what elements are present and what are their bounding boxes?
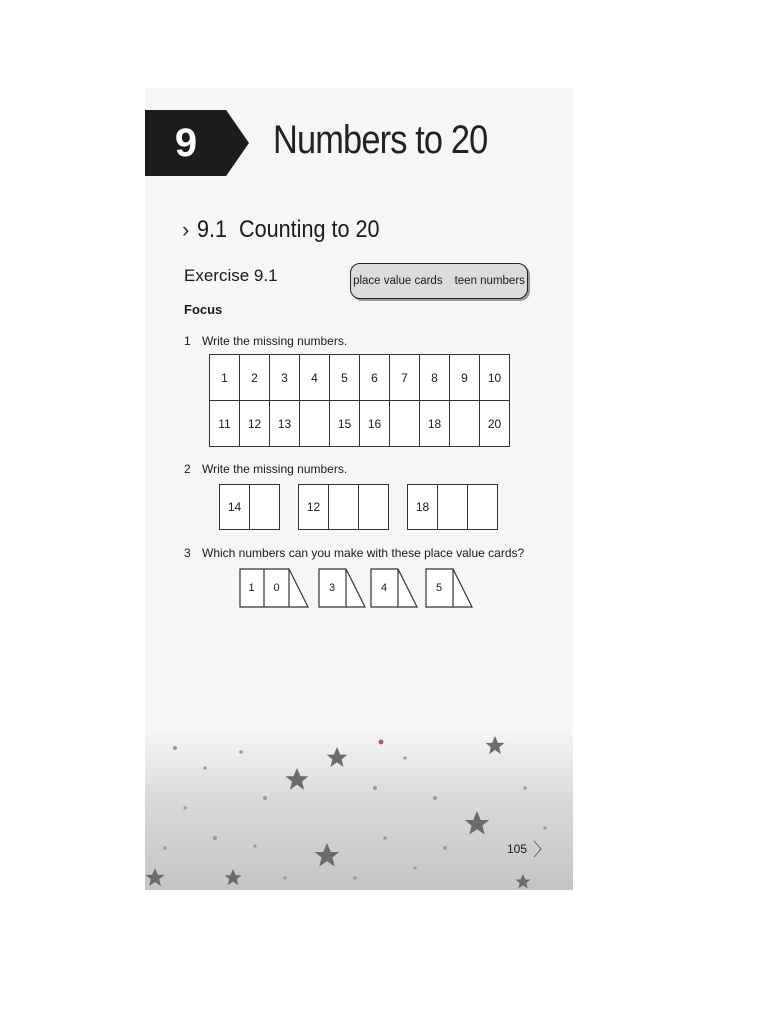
place-value-card-ones: [425, 568, 473, 608]
chevron-right-icon: 〉: [533, 840, 551, 860]
grid-cell: 15: [330, 401, 360, 447]
place-value-card-ten: [239, 568, 309, 608]
grid-row-1: [210, 355, 510, 401]
grid-cell: 9: [450, 355, 480, 401]
grid-cell: 10: [480, 355, 510, 401]
question-text: Which numbers can you make with these place value cards?: [202, 546, 525, 560]
exercise-title: Exercise 9.1: [184, 266, 278, 285]
tag-teen-numbers: teen numbers: [454, 275, 525, 287]
place-value-card-ones: [318, 568, 366, 608]
grid-cell-blank[interactable]: [450, 401, 480, 447]
grid-cell: 20: [480, 401, 510, 447]
grid-cell-blank[interactable]: [390, 401, 420, 447]
chapter-title: Numbers to 20: [273, 118, 488, 162]
question-1: [184, 334, 347, 348]
question-text: Write the missing numbers.: [202, 334, 348, 348]
page-number-text: 105: [506, 842, 527, 856]
place-value-card-ones: [370, 568, 418, 608]
sequence-2: [298, 484, 389, 530]
sequence-3: [407, 484, 498, 530]
card-digit: 5: [435, 582, 443, 594]
card-digit: 3: [328, 582, 336, 594]
star-decoration: [145, 728, 573, 890]
sequence-cell-blank[interactable]: [437, 484, 468, 530]
grid-cell: 16: [360, 401, 390, 447]
grid-cell: 1: [210, 355, 240, 401]
sequence-cell-blank[interactable]: [249, 484, 280, 530]
grid-cell-blank[interactable]: [300, 401, 330, 447]
grid-row-2: [210, 401, 510, 447]
card-digit: 0: [273, 582, 280, 594]
stars-icon: [145, 728, 573, 890]
sequence-cell-blank[interactable]: [467, 484, 498, 530]
sequence-cell-blank[interactable]: [328, 484, 359, 530]
section-number: 9.1: [197, 216, 228, 243]
grid-cell: 18: [420, 401, 450, 447]
sequence-1: [219, 484, 280, 530]
focus-label: Focus: [184, 302, 223, 317]
sequence-cell: 14: [219, 484, 250, 530]
grid-cell: 8: [420, 355, 450, 401]
grid-cell: 5: [330, 355, 360, 401]
grid-cell: 4: [300, 355, 330, 401]
chevron-right-icon: ›: [182, 217, 190, 242]
question-number: 1: [184, 334, 191, 348]
section-heading: [182, 216, 395, 244]
grid-cell: 3: [270, 355, 300, 401]
section-title: Counting to 20: [238, 216, 380, 243]
question-number: 3: [184, 546, 191, 560]
chapter-number: 9: [174, 121, 198, 165]
question-2: [184, 462, 347, 476]
grid-cell: 11: [210, 401, 240, 447]
card-digit: 1: [248, 582, 255, 594]
grid-cell: 6: [360, 355, 390, 401]
grid-cell: 12: [240, 401, 270, 447]
tag-place-value-cards: place value cards: [353, 275, 443, 287]
key-words-box: [350, 263, 528, 299]
sequence-cell-blank[interactable]: [358, 484, 389, 530]
question-text: Write the missing numbers.: [202, 462, 348, 476]
sequence-cell: 18: [407, 484, 438, 530]
grid-cell: 7: [390, 355, 420, 401]
grid-cell: 13: [270, 401, 300, 447]
grid-cell: 2: [240, 355, 270, 401]
question-number: 2: [184, 462, 191, 476]
number-grid: [209, 354, 510, 447]
sequence-cell: 12: [298, 484, 329, 530]
question-3: [184, 546, 524, 560]
workbook-page: [145, 88, 573, 890]
card-digit: 4: [380, 582, 388, 594]
page-number: [507, 836, 551, 862]
